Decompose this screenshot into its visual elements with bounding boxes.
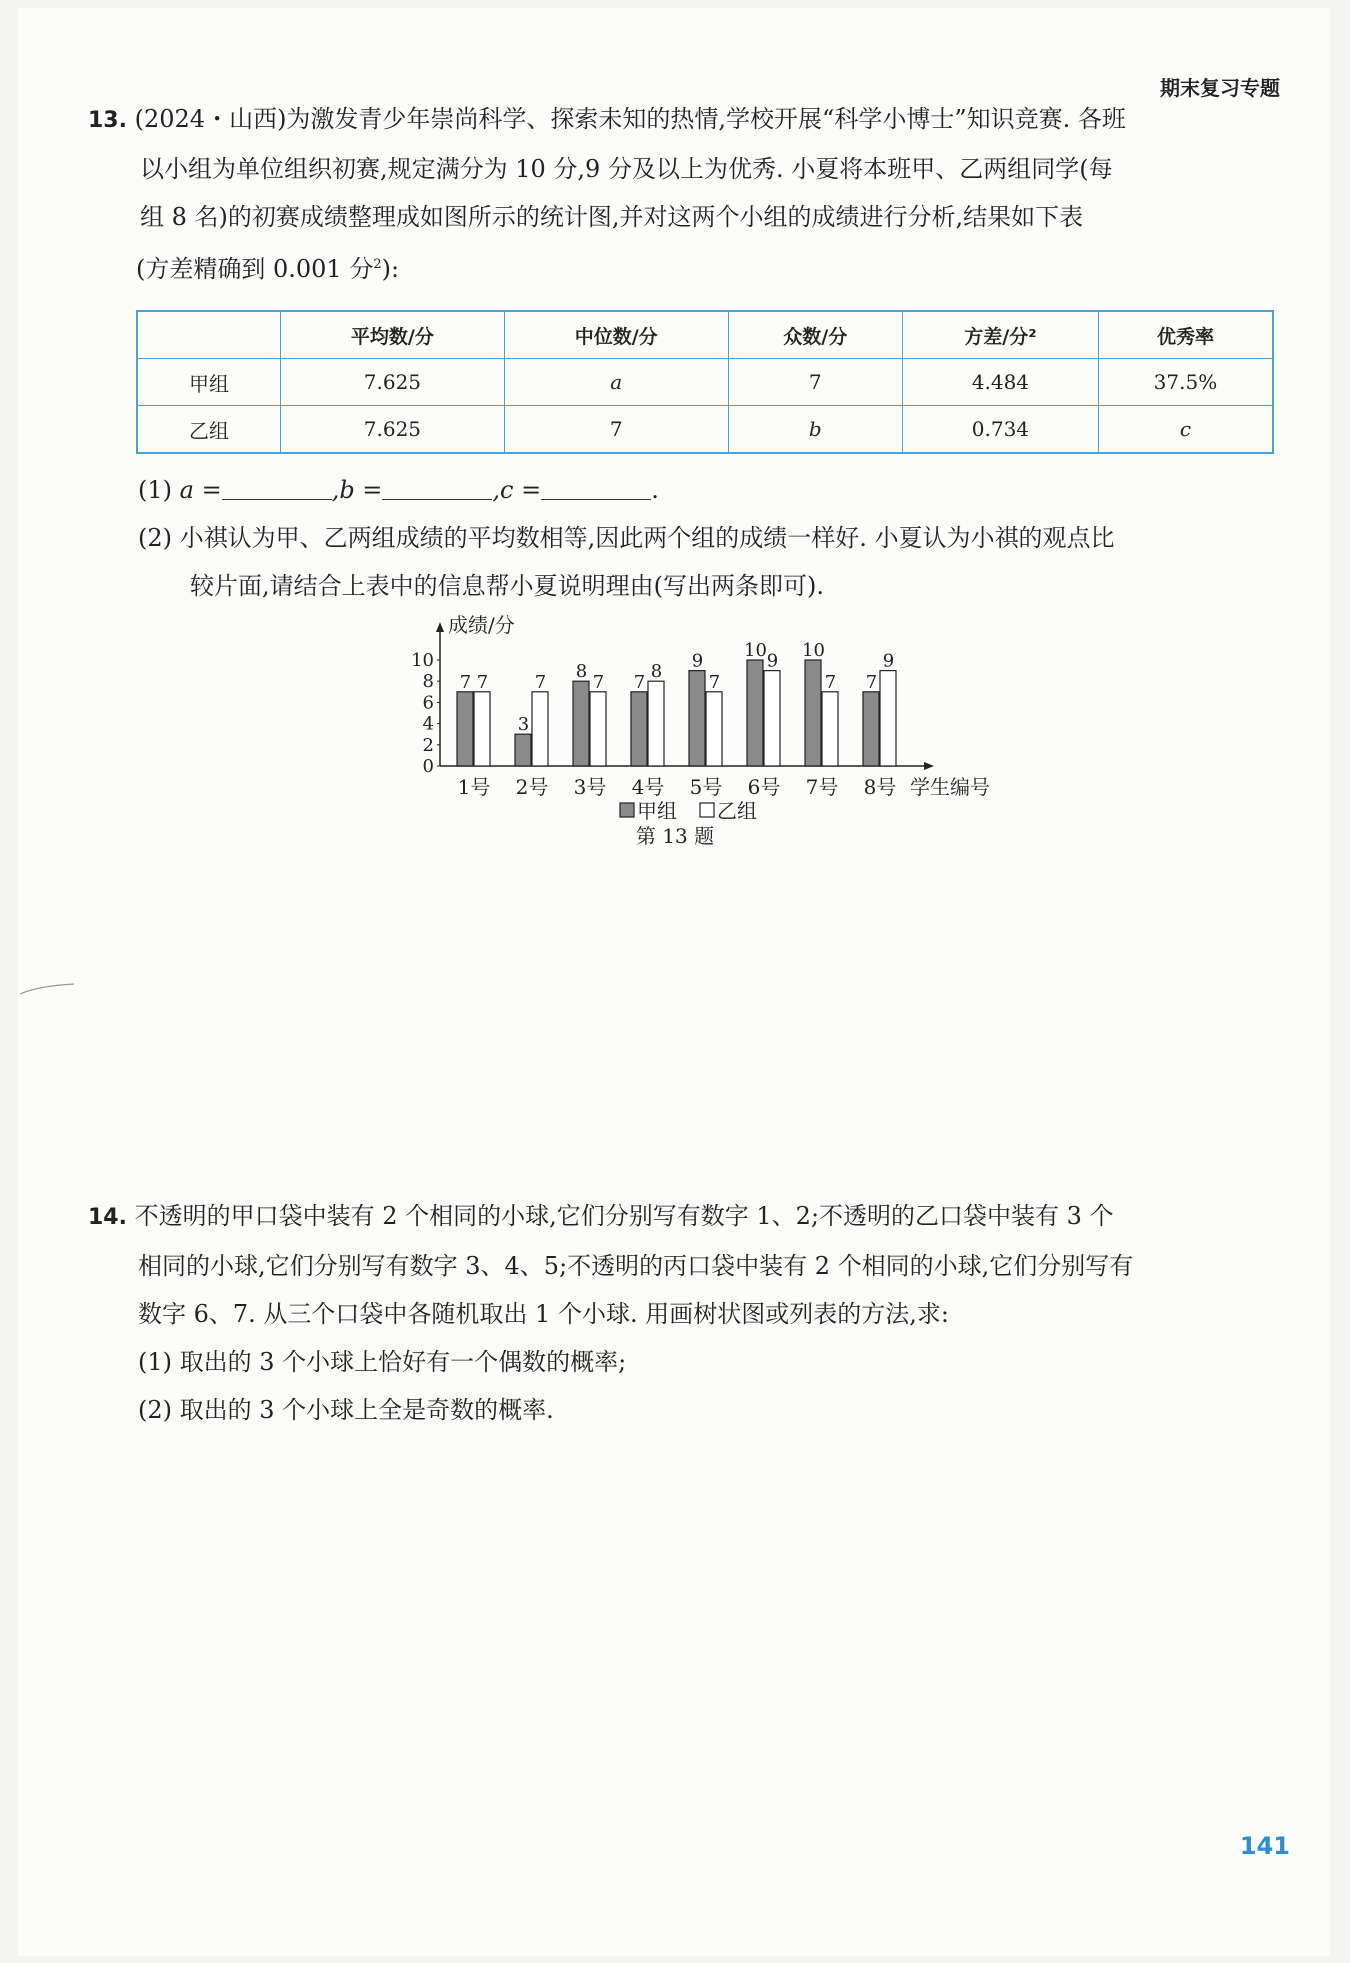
legend-label-jia: 甲组 — [637, 799, 677, 823]
bar-jia — [631, 692, 647, 766]
y-axis-label: 成绩/分 — [448, 613, 515, 637]
question-number: 14. — [88, 1205, 127, 1230]
data-label: 9 — [882, 650, 895, 672]
table-header: 平均数/分 — [281, 311, 505, 359]
bar-yi — [764, 671, 780, 766]
part-1 — [138, 466, 1288, 514]
data-label: 7 — [633, 671, 646, 693]
page-number: 141 — [1239, 1832, 1290, 1860]
part-1: (1) 取出的 3 个小球上恰好有一个偶数的概率; — [138, 1348, 627, 1376]
answer-blank-b[interactable] — [382, 473, 492, 500]
table-header: 众数/分 — [728, 311, 902, 359]
y-tick-label: 4 — [422, 713, 434, 735]
bar-yi — [532, 692, 548, 766]
part-end: . — [651, 476, 659, 504]
question-text: (2024・山西)为激发青少年崇尚科学、探索未知的热情,学校开展“科学小博士”知识竞赛. 各班 — [134, 105, 1126, 133]
bar-chart — [400, 608, 1020, 848]
legend-swatch-jia — [620, 803, 634, 817]
table-cell: 7.625 — [281, 359, 505, 406]
table-cell: b — [728, 406, 902, 454]
bar-yi — [880, 671, 896, 766]
question-text: 组 8 名)的初赛成绩整理成如图所示的统计图,并对这两个小组的成绩进行分析,结果如下表 — [140, 203, 1084, 231]
answer-label-b: ,b = — [331, 476, 383, 504]
question-text — [88, 241, 1278, 293]
data-label: 7 — [865, 671, 878, 693]
data-label: 7 — [708, 671, 721, 693]
bar-jia — [805, 660, 821, 766]
part-2-cont: 较片面,请结合上表中的信息帮小夏说明理由(写出两条即可). — [190, 572, 824, 600]
data-label: 3 — [517, 714, 530, 736]
answer-label-c: ,c = — [492, 476, 542, 504]
data-label: 7 — [459, 671, 472, 693]
table-row — [137, 359, 1273, 406]
x-tick-label: 2号 — [515, 775, 549, 799]
bar-yi — [590, 692, 606, 766]
data-label: 9 — [766, 650, 779, 672]
answer-label-a: a = — [179, 476, 222, 504]
data-label: 8 — [575, 661, 588, 683]
y-tick-label: 0 — [422, 756, 434, 777]
x-tick-label: 1号 — [457, 775, 491, 799]
y-tick-label: 10 — [411, 650, 434, 671]
bar-jia — [863, 692, 879, 766]
data-label: 7 — [592, 671, 605, 693]
chart-caption: 第 13 题 — [635, 824, 715, 848]
statistics-table — [136, 310, 1274, 454]
table-header — [137, 311, 281, 359]
y-axis-arrow — [436, 622, 444, 632]
question-text: 以小组为单位组织初赛,规定满分为 10 分,9 分及以上为优秀. 小夏将本班甲、乙两组同学(每 — [140, 155, 1113, 183]
table-header: 中位数/分 — [504, 311, 728, 359]
table-cell: 7.625 — [281, 406, 505, 454]
question-text: ): — [381, 255, 400, 283]
x-tick-label: 7号 — [805, 775, 839, 799]
question-text: 数字 6、7. 从三个口袋中各随机取出 1 个小球. 用画树状图或列表的方法,求: — [138, 1300, 949, 1328]
bar-yi — [474, 692, 490, 766]
bar-jia — [457, 692, 473, 766]
bar-jia — [747, 660, 763, 766]
question-13 — [88, 95, 1278, 293]
table-cell: 0.734 — [902, 406, 1098, 454]
bar-yi — [822, 692, 838, 766]
part-label: (1) — [138, 476, 172, 504]
page — [18, 8, 1330, 1956]
table-cell: c — [1098, 406, 1273, 454]
bar-yi — [706, 692, 722, 766]
answer-blank-a[interactable] — [222, 473, 332, 500]
section-header: 期末复习专题 — [1160, 76, 1280, 100]
part-2: (2) 小祺认为甲、乙两组成绩的平均数相等,因此两个组的成绩一样好. 小夏认为小祺的观点比 — [138, 524, 1115, 552]
superscript: 2 — [373, 257, 382, 272]
legend-label-yi: 乙组 — [717, 799, 757, 823]
question-number: 13. — [88, 108, 127, 133]
x-axis-label: 学生编号 — [910, 775, 990, 799]
table-header-row — [137, 311, 1273, 359]
table-cell: 4.484 — [902, 359, 1098, 406]
pencil-mark — [18, 980, 78, 1000]
bar-jia — [515, 734, 531, 766]
y-tick-label: 6 — [422, 692, 434, 714]
answer-blank-c[interactable] — [541, 473, 651, 500]
data-label: 9 — [691, 650, 704, 672]
table-header: 优秀率 — [1098, 311, 1273, 359]
y-tick-label: 2 — [422, 734, 434, 756]
x-tick-label: 5号 — [689, 775, 723, 799]
bar-yi — [648, 681, 664, 766]
table-cell: 37.5% — [1098, 359, 1273, 406]
table-cell: 甲组 — [137, 359, 281, 406]
part-2: (2) 取出的 3 个小球上全是奇数的概率. — [138, 1396, 554, 1424]
x-tick-label: 4号 — [631, 775, 665, 799]
legend-swatch-yi — [700, 803, 714, 817]
data-label: 7 — [476, 671, 489, 693]
data-label: 10 — [802, 640, 825, 661]
data-label: 10 — [744, 640, 767, 661]
table-cell: 乙组 — [137, 406, 281, 454]
data-label: 7 — [824, 671, 837, 693]
table-cell: a — [504, 359, 728, 406]
table-cell: 7 — [728, 359, 902, 406]
question-text: 相同的小球,它们分别写有数字 3、4、5;不透明的丙口袋中装有 2 个相同的小球,它们分别写有 — [138, 1252, 1134, 1280]
data-label: 8 — [650, 661, 663, 683]
x-tick-label: 6号 — [747, 775, 781, 799]
question-14 — [88, 1192, 1278, 1434]
bar-jia — [689, 671, 705, 766]
question-text: (方差精确到 0.001 分 — [136, 255, 374, 283]
x-tick-label: 3号 — [573, 775, 607, 799]
question-text: 不透明的甲口袋中装有 2 个相同的小球,它们分别写有数字 1、2;不透明的乙口袋中装有 3 个 — [134, 1202, 1114, 1230]
data-label: 7 — [534, 671, 547, 693]
y-tick-label: 8 — [422, 671, 434, 693]
x-tick-label: 8号 — [863, 775, 897, 799]
table-cell: 7 — [504, 406, 728, 454]
table-row — [137, 406, 1273, 454]
x-axis-arrow — [924, 762, 934, 770]
bar-jia — [573, 681, 589, 766]
question-13-parts — [138, 466, 1288, 610]
table-header: 方差/分² — [902, 311, 1098, 359]
